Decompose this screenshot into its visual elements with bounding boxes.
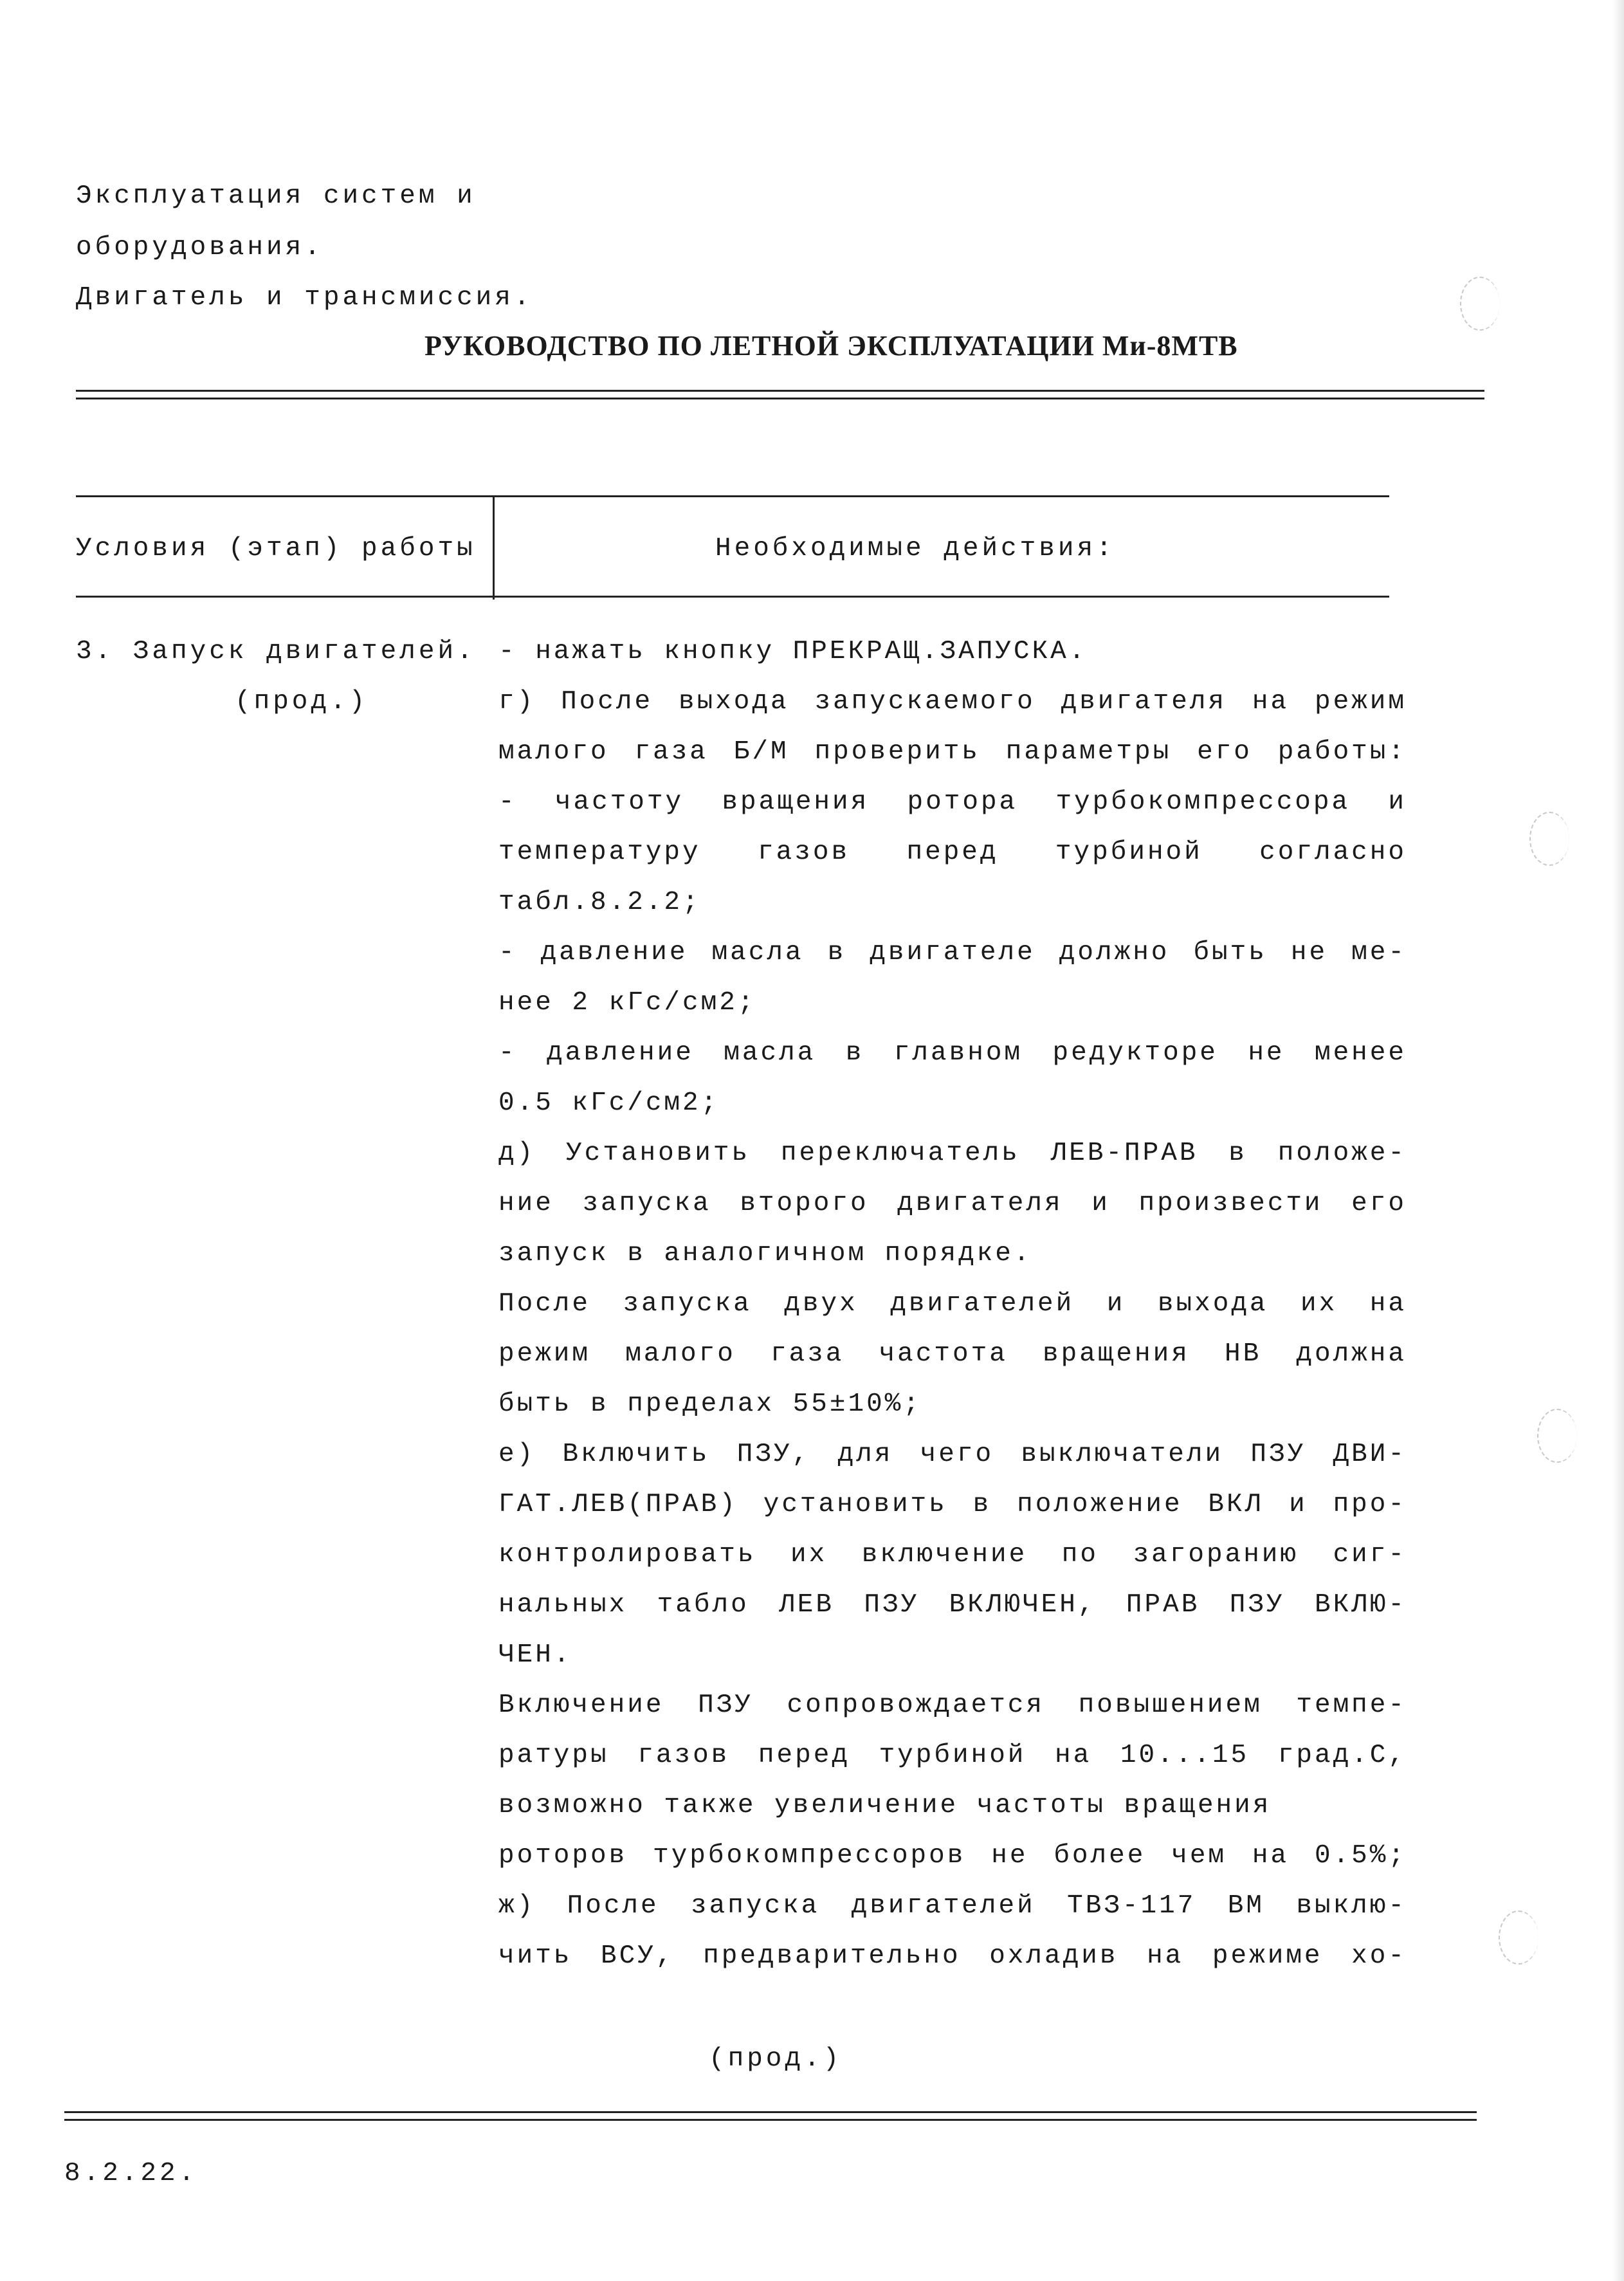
text-line: ратуры газов перед турбиной на 10...15 град.С, [498, 1741, 1407, 1770]
binder-hole-mark [1529, 812, 1569, 866]
header-rule-bottom [76, 398, 1484, 399]
text-line: температуру газов перед турбиной согласно [498, 838, 1407, 867]
text-line: табл.8.2.2; [498, 888, 701, 917]
text-line: малого газа Б/М проверить параметры его работы: [498, 737, 1407, 767]
table-rule-top [76, 495, 1389, 497]
text-line: быть в пределах 55±10%; [498, 1389, 922, 1419]
header-line-1: Эксплуатация систем и [76, 181, 476, 211]
header-line-3: Двигатель и трансмиссия. [76, 283, 533, 313]
text-line: ЧЕН. [498, 1640, 572, 1670]
binder-hole-mark [1460, 277, 1500, 331]
header-rule-top [76, 390, 1484, 392]
footer-rule-bottom [64, 2119, 1477, 2121]
binder-hole-mark [1499, 1910, 1538, 1965]
text-line: режим малого газа частота вращения НВ должна [498, 1339, 1407, 1369]
header-line-2: оборудования. [76, 233, 324, 262]
text-line: нее 2 кГс/см2; [498, 988, 756, 1018]
continued-label: (прод.) [709, 2044, 843, 2074]
text-line: е) Включить ПЗУ, для чего выключатели ПЗУ ДВИ- [498, 1440, 1407, 1469]
table-column-divider [493, 497, 495, 600]
text-line: ГАТ.ЛЕВ(ПРАВ) установить в положение ВКЛ и про- [498, 1490, 1407, 1519]
text-line: контролировать их включение по загоранию сиг- [498, 1540, 1407, 1570]
text-line: г) После выхода запускаемого двигателя на режим [498, 687, 1407, 717]
table-rule-under-header [76, 596, 1389, 598]
text-line: После запуска двух двигателей и выхода их на [498, 1289, 1407, 1319]
text-line: 0.5 кГс/см2; [498, 1088, 720, 1118]
text-line: ж) После запуска двигателей ТВЗ-117 ВМ выклю- [498, 1891, 1407, 1921]
binder-hole-mark [1537, 1409, 1577, 1463]
text-line: роторов турбокомпрессоров не более чем на 0.5%; [498, 1841, 1407, 1871]
text-line: д) Установить переключатель ЛЕВ-ПРАВ в положе- [498, 1139, 1407, 1168]
text-line: возможно также увеличение частоты вращения [498, 1791, 1272, 1820]
text-line: ние запуска второго двигателя и произвести его [498, 1189, 1407, 1218]
text-line: запуск в аналогичном порядке. [498, 1239, 1032, 1269]
text-line: - частоту вращения ротора турбокомпрессора и [498, 787, 1407, 817]
section-sublabel: (прод.) [235, 687, 369, 717]
text-line: - нажать кнопку ПРЕКРАЩ.ЗАПУСКА. [498, 637, 1088, 666]
page-number: 8.2.22. [64, 2159, 198, 2188]
column-header-conditions: Условия (этап) работы [76, 534, 476, 563]
page-title: РУКОВОДСТВО ПО ЛЕТНОЙ ЭКСПЛУАТАЦИИ Ми-8МТВ [424, 330, 1238, 362]
text-line: Включение ПЗУ сопровождается повышением темпе- [498, 1690, 1407, 1720]
section-label: 3. Запуск двигателей. [76, 637, 476, 666]
text-line: - давление масла в двигателе должно быть не ме- [498, 938, 1407, 967]
text-line: чить ВСУ, предварительно охладив на режиме хо- [498, 1941, 1407, 1971]
footer-rule-top [64, 2111, 1477, 2113]
column-header-actions: Необходимые действия: [715, 534, 1115, 563]
page-edge-shadow [1612, 0, 1624, 2281]
text-line: нальных табло ЛЕВ ПЗУ ВКЛЮЧЕН, ПРАВ ПЗУ ВКЛЮ- [498, 1590, 1407, 1620]
text-line: - давление масла в главном редукторе не менее [498, 1038, 1407, 1068]
